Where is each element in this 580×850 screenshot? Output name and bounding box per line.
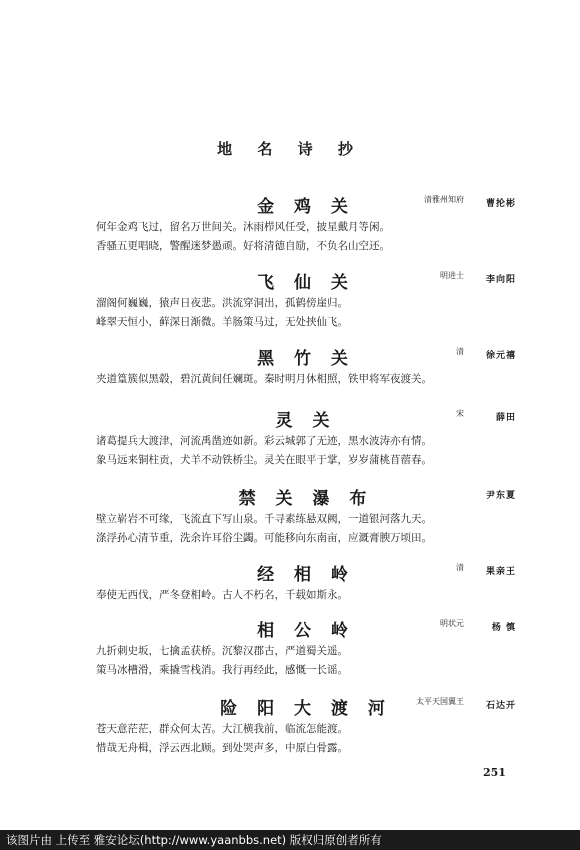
poem-line: 溜阁何巍巍，猿声日夜悲。洪流穿洞出，孤鹤傍崖归。 xyxy=(96,297,348,309)
poem-jinji-guan xyxy=(96,192,516,256)
poem-author: 果亲王 xyxy=(485,567,516,577)
poem-title: 险 阳 大 渡 河 xyxy=(220,699,392,719)
poem-dynasty: 清 xyxy=(456,563,464,572)
poem-dynasty: 太平天国翼王 xyxy=(416,697,464,706)
poem-header xyxy=(96,616,516,642)
poem-line: 峰翠天恒小，藓深日渐微。羊肠策马过，无处挟仙飞。 xyxy=(96,316,348,328)
watermark-footer: 该图片由 上传至 雅安论坛(http://www.yaanbbs.net) 版权归原创者所有 xyxy=(0,830,580,850)
poem-author: 薛田 xyxy=(495,413,516,423)
poem-header xyxy=(96,694,516,720)
poem-line: 涤浮孙心清节重，洗余许耳俗尘蠲。可能移向东南亩，应溉膏腴万顷田。 xyxy=(96,532,432,544)
poem-line: 奉使无西伐，严冬登相岭。古人不朽名，千载如斯永。 xyxy=(96,589,348,601)
poem-header xyxy=(96,192,516,218)
poem-line: 策马冰槽滑，乘撬雪栈消。我行再经此，感慨一长谣。 xyxy=(96,664,348,676)
poem-title: 灵 关 xyxy=(275,411,337,431)
poem-dynasty: 宋 xyxy=(456,409,464,418)
poem-header xyxy=(96,406,516,432)
poem-author: 李向阳 xyxy=(485,275,516,285)
poem-line: 壁立崭岩不可缘，飞流直下写山泉。千寻素练悬双阙，一道银河落九天。 xyxy=(96,513,432,525)
poem-title: 黑 竹 关 xyxy=(257,349,355,369)
poem-xianggong-ling xyxy=(96,616,516,680)
poem-author: 曹抡彬 xyxy=(485,199,516,209)
poem-xianyang-dadu-he xyxy=(96,694,516,758)
poem-jingxiang-ling xyxy=(96,560,516,605)
poem-dynasty: 明进士 xyxy=(440,271,464,280)
poem-ling-guan xyxy=(96,406,516,470)
poem-title: 相 公 岭 xyxy=(257,621,355,641)
poem-line: 象马远来铜柱贡，犬羊不动铁桥尘。灵关在眼平于掌，岁岁蒲桃苜蓿春。 xyxy=(96,454,432,466)
poem-author: 杨 慎 xyxy=(491,623,516,633)
poem-title: 金 鸡 关 xyxy=(257,197,355,217)
poem-dynasty: 清雅州知府 xyxy=(424,195,464,204)
section-title: 地 名 诗 抄 xyxy=(217,140,363,158)
poem-header xyxy=(96,484,516,510)
poem-line: 九折刺史坂，七擒孟获桥。沉黎汉郡古，严道蜀关遥。 xyxy=(96,645,348,657)
poem-line: 惜哉无舟楫，浮云西北顾。到处哭声多，中原白骨露。 xyxy=(96,742,348,754)
poem-dynasty: 清 xyxy=(456,347,464,356)
poem-title: 飞 仙 关 xyxy=(257,273,355,293)
poem-line: 香骚五更唱晓，警醒迷梦愚顽。好将清德自励，不负名山空还。 xyxy=(96,240,390,252)
poem-line: 何年金鸡飞过，留名万世间关。沐雨栉风任受，披星戴月等闲。 xyxy=(96,221,390,233)
poem-title: 禁 关 瀑 布 xyxy=(238,489,374,509)
poem-dynasty: 明状元 xyxy=(440,619,464,628)
poem-header xyxy=(96,560,516,586)
poem-author: 尹东夏 xyxy=(485,491,516,501)
poem-line: 夹道篁簇似黑毂，碧沉黄间任斓斑。秦时明月休相照，铁甲将军夜渡关。 xyxy=(96,373,432,385)
poem-title: 经 相 岭 xyxy=(257,565,355,585)
poem-line: 诸葛提兵大渡津，河流禹凿迹如新。彩云城郭了无迹，黑水波涛亦有情。 xyxy=(96,435,432,447)
poem-feixian-guan xyxy=(96,268,516,332)
poem-header xyxy=(96,344,516,370)
poem-author: 徐元禧 xyxy=(485,351,516,361)
poem-line: 苍天意茫茫，群众何太苦。大江横我前，临流怎能渡。 xyxy=(96,723,348,735)
poem-jinguan-pubu xyxy=(96,484,516,548)
poem-author: 石达开 xyxy=(485,701,516,711)
poem-heizhu-guan xyxy=(96,344,516,389)
poem-header xyxy=(96,268,516,294)
page-number: 251 xyxy=(483,766,506,779)
